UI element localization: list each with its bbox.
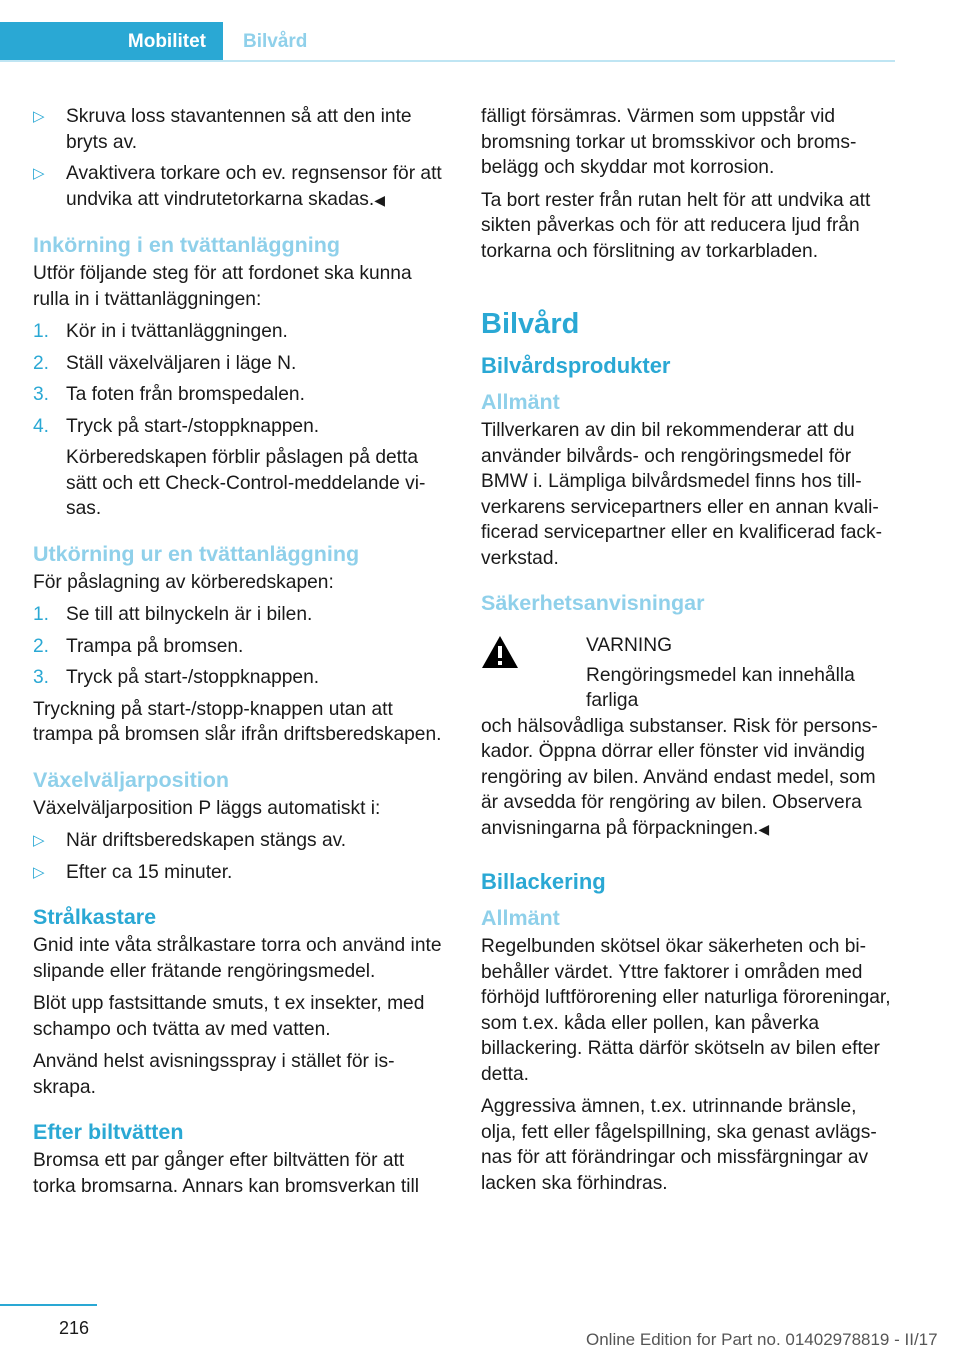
bullet-icon: ▷: [33, 832, 45, 849]
heading-sakerhetsanvisningar: Säkerhetsanvisningar: [481, 591, 705, 615]
list-item: ▷ När driftsberedskapen stängs av.: [33, 828, 449, 854]
warning-text-line: Rengöringsmedel kan innehålla farliga: [586, 664, 855, 711]
paragraph: Aggressiva ämnen, t.ex. utrinnande bränsle, olja, fett eller fågelspillning, ska genast avlägsnas för att förändringar och missfärgningar av lacken ska förhindras.: [481, 1096, 877, 1194]
step-item: 1. Kör in i tvättanläggningen.: [33, 321, 288, 342]
list-item: ▷ Skruva loss stavantennen så att den inte bryts av.: [33, 106, 412, 153]
warning-text: och hälsovådliga substanser. Risk för personskador. Öppna dörrar eller fönster vid invändig rengöring av bilen. Använd endast medel, som är avsedda för rengöring av bilen. Observera anvisningarna på förpackningen.: [481, 715, 878, 839]
paragraph: Utför följande steg för att fordonet ska kunna rulla in i tvättanläggningen:: [33, 263, 412, 310]
header-rule: [0, 60, 895, 62]
step-note: Körberedskapen förblir påslagen på detta sätt och ett Check-Control-meddelande visas.: [66, 447, 426, 519]
step-item: 4. Tryck på start-/stoppknappen.: [33, 415, 320, 437]
warning-box: [481, 633, 896, 842]
end-mark-icon: ◀: [758, 820, 770, 837]
bullet-icon: ▷: [33, 165, 45, 182]
list-item: ▷ Efter ca 15 minuter.: [33, 860, 449, 886]
header-subsection-label: Bilvård: [243, 31, 308, 52]
step-item: 3. Ta foten från bromspedalen.: [33, 384, 305, 405]
heading-utkorning: Utkörning ur en tvättanläggning: [33, 541, 360, 566]
paragraph: För påslagning av körberedskapen:: [33, 571, 334, 593]
page-number: 216: [59, 1318, 90, 1338]
paragraph: Tryckning på start-/stopp-knappen utan att trampa på bromsen slår ifrån driftsberedskapen.: [33, 698, 442, 745]
paragraph: Använd helst avisningsspray i stället för isskrapa.: [33, 1051, 395, 1098]
left-column: [33, 104, 449, 1206]
heading-allmant: Allmänt: [481, 390, 560, 414]
heading-billackering: Billackering: [481, 869, 606, 894]
heading-allmant: Allmänt: [481, 906, 560, 930]
paragraph: Regelbunden skötsel ökar säkerheten och bibehåller värdet. Yttre faktorer i områden med förhöjd luftförorening eller naturliga föroreningar, som t.ex. kåda eller pollen, kan påverka billackering. Rätta därför skötseln av bilen efter detta.: [481, 936, 891, 1085]
paragraph: Blöt upp fastsittande smuts, t ex insekter, med schampo och tvätta av med vatten.: [33, 993, 425, 1040]
header-subsection-tab: [223, 22, 895, 62]
paragraph: Bromsa ett par gånger efter biltvätten för att torka bromsarna. Annars kan bromsverkan till: [33, 1150, 420, 1197]
list-item: ▷ Avaktivera torkare och ev. regnsensor för att undvika att vindrutetorkarna skadas.◀: [33, 163, 442, 210]
bullet-icon: ▷: [33, 108, 45, 125]
step-item: 1. Se till att bilnyckeln är i bilen.: [33, 604, 313, 625]
heading-inkorning: Inkörning i en tvättanläggning: [33, 233, 340, 257]
heading-bilvard: Bilvård: [481, 308, 580, 340]
end-mark-icon: ◀: [374, 191, 386, 208]
edition-footer: Online Edition for Part no. 01402978819 - II/17: [586, 1330, 938, 1349]
paragraph: Ta bort rester från rutan helt för att undvika att sikten påverkas och för att reducera ljud från torkarna och förslitning av torkarbladen.: [481, 189, 871, 262]
step-item: 2. Ställ växelväljaren i läge N.: [33, 352, 297, 374]
right-column: [481, 104, 896, 1203]
header-section-tab: [0, 22, 223, 62]
bullet-icon: ▷: [33, 863, 45, 881]
heading-bilvardsprodukter: Bilvårdsprodukter: [481, 353, 671, 378]
running-header: [0, 0, 895, 62]
heading-stralkastare: Strålkastare: [33, 905, 157, 929]
step-item: 3. Tryck på start-/stoppknappen.: [33, 667, 320, 688]
paragraph: fälligt försämras. Värmen som uppstår vid bromsning torkar ut bromsskivor och bromsbelägg och skyddar mot korrosion.: [481, 106, 857, 178]
paragraph: Växelväljarposition P läggs automatiskt i:: [33, 797, 381, 819]
header-section-label: Mobilitet: [127, 31, 206, 52]
paragraph: Gnid inte våta strålkastare torra och använd inte slipande eller frätande rengöringsmedel.: [33, 935, 442, 982]
page-number-rule: [0, 1304, 97, 1306]
warning-triangle-icon: [481, 635, 519, 669]
step-item: 2. Trampa på bromsen.: [33, 635, 244, 657]
warning-title: VARNING: [586, 635, 672, 656]
heading-efter-biltvatten: Efter biltvätten: [33, 1120, 184, 1144]
paragraph: Tillverkaren av din bil rekommenderar att du använder bilvårds- och rengöringsmedel för BMW i. Lämpliga bilvårdsmedel finns hos tillverkarens servicepartners eller en annan kvalificerad servicepartner eller en kvalificerad fackverkstad.: [481, 420, 882, 569]
heading-vaxelvaljarposition: Växelväljarposition: [33, 767, 229, 792]
